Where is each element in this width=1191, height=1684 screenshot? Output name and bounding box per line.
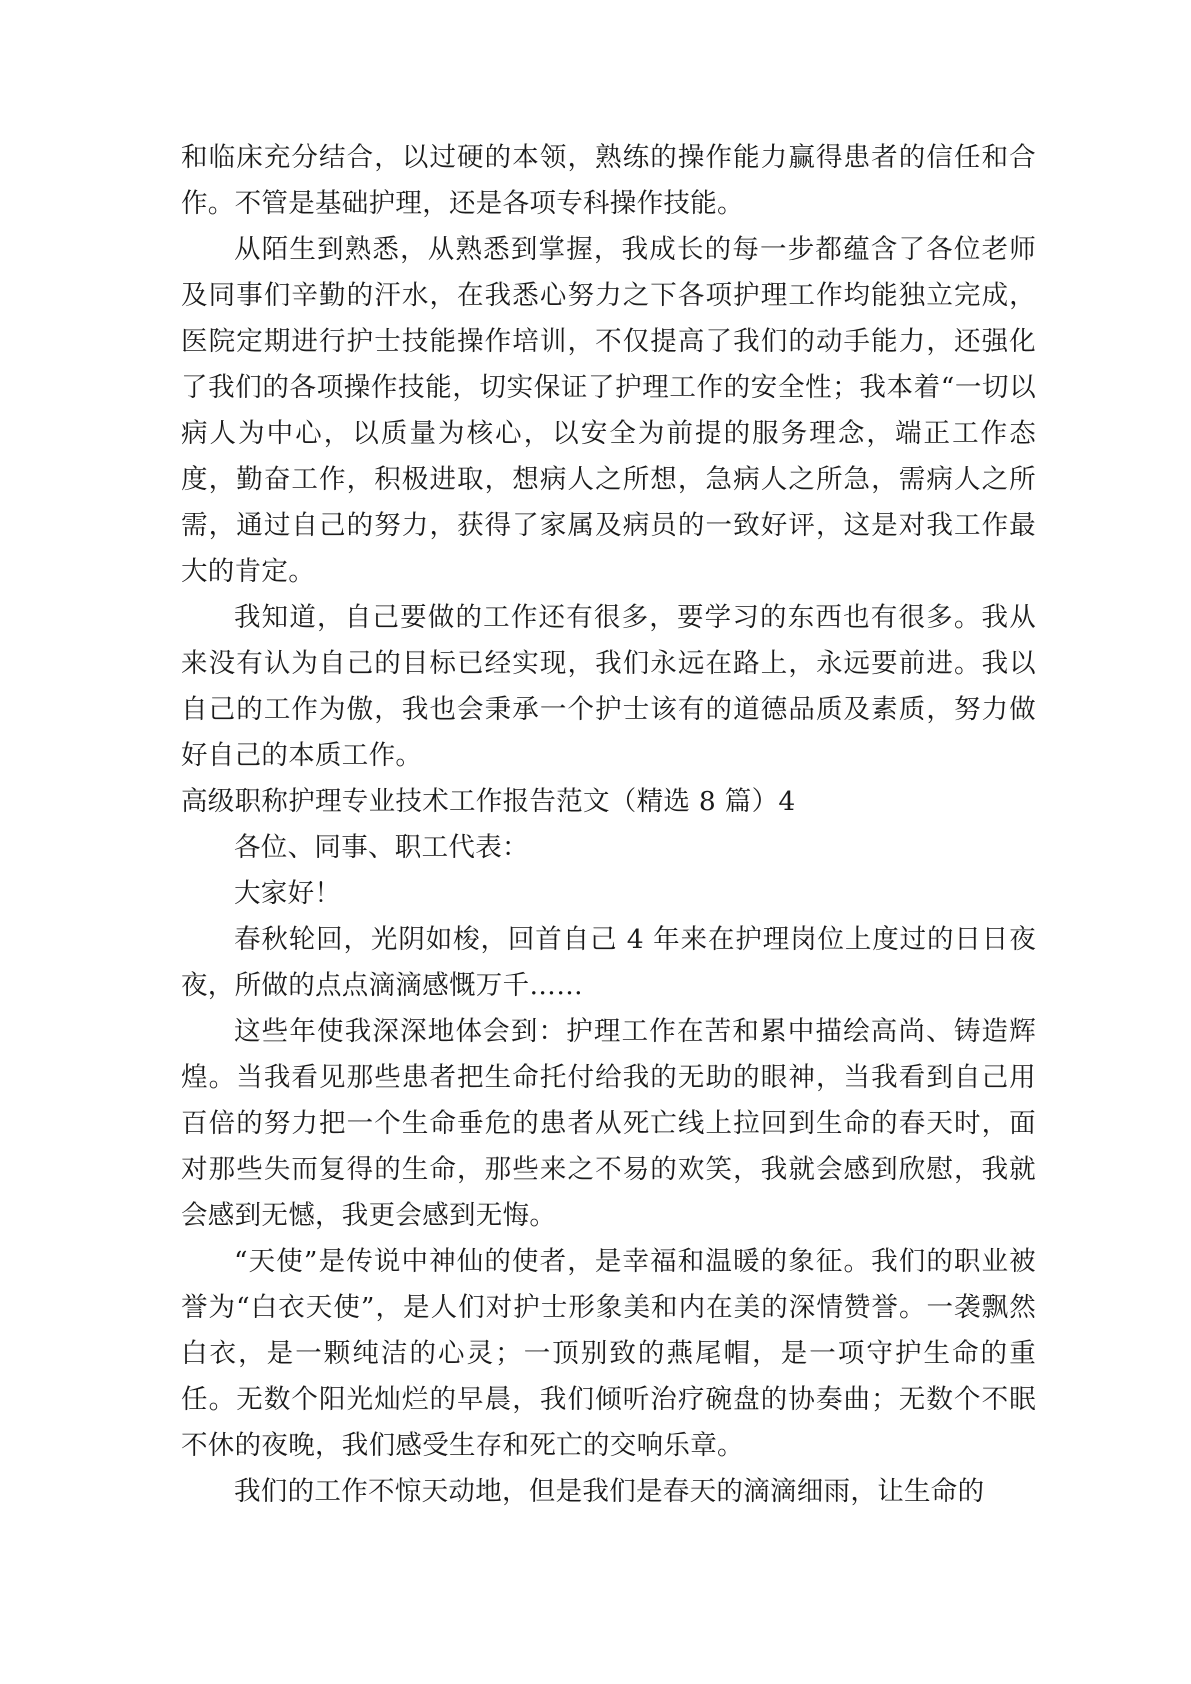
paragraph-greeting: 大家好！ (234, 878, 342, 909)
paragraph-experience: 这些年使我深深地体会到：护理工作在苦和累中描绘高尚、铸造辉煌。当我看见那些患者把生命托付给我的无助的眼神，当我看到自己用百倍的努力把一个生命垂危的患者从死亡线上拉回到生命的春天时，面对那些失而复得的生命，那些来之不易的欢笑，我就会感到欣慰，我就会感到无憾，我更会感到无悔。 (181, 1016, 1036, 1231)
document-body (181, 135, 1036, 1515)
paragraph-growth: 从陌生到熟悉，从熟悉到掌握，我成长的每一步都蕴含了各位老师及同事们辛勤的汗水，在我悉心努力之下各项护理工作均能独立完成，医院定期进行护士技能操作培训，不仅提高了我们的动手能力，还强化了我们的各项操作技能，切实保证了护理工作的安全性；我本着“一切以病人为中心，以质量为核心，以安全为前提的服务理念，端正工作态度，勤奋工作，积极进取，想病人之所想，急病人之所急，需病人之所需，通过自己的努力，获得了家属及病员的一致好评，这是对我工作最大的肯定。 (181, 234, 1036, 587)
paragraph-salutation: 各位、同事、职工代表： (234, 832, 529, 863)
section-heading: 高级职称护理专业技术工作报告范文（精选 8 篇）4 (181, 786, 796, 817)
paragraph-angel: “天使”是传说中神仙的使者，是幸福和温暖的象征。我们的职业被誉为“白衣天使”，是人们对护士形象美和内在美的深情赞誉。一袭飘然白衣，是一颗纯洁的心灵；一顶别致的燕尾帽，是一项守护生命的重任。无数个阳光灿烂的早晨，我们倾听治疗碗盘的协奏曲；无数个不眠不休的夜晚，我们感受生存和死亡的交响乐章。 (181, 1246, 1036, 1461)
paragraph-closing: 我们的工作不惊天动地，但是我们是春天的滴滴细雨，让生命的 (234, 1476, 985, 1507)
paragraph-continuation: 和临床充分结合，以过硬的本领，熟练的操作能力赢得患者的信任和合作。不管是基础护理，还是各项专科操作技能。 (181, 142, 1036, 219)
paragraph-reflection: 春秋轮回，光阴如梭，回首自己 4 年来在护理岗位上度过的日日夜夜，所做的点点滴滴感慨万千…… (181, 924, 1036, 1001)
paragraph-outlook: 我知道，自己要做的工作还有很多，要学习的东西也有很多。我从来没有认为自己的目标已经实现，我们永远在路上，永远要前进。我以自己的工作为傲，我也会秉承一个护士该有的道德品质及素质，努力做好自己的本质工作。 (181, 602, 1036, 771)
